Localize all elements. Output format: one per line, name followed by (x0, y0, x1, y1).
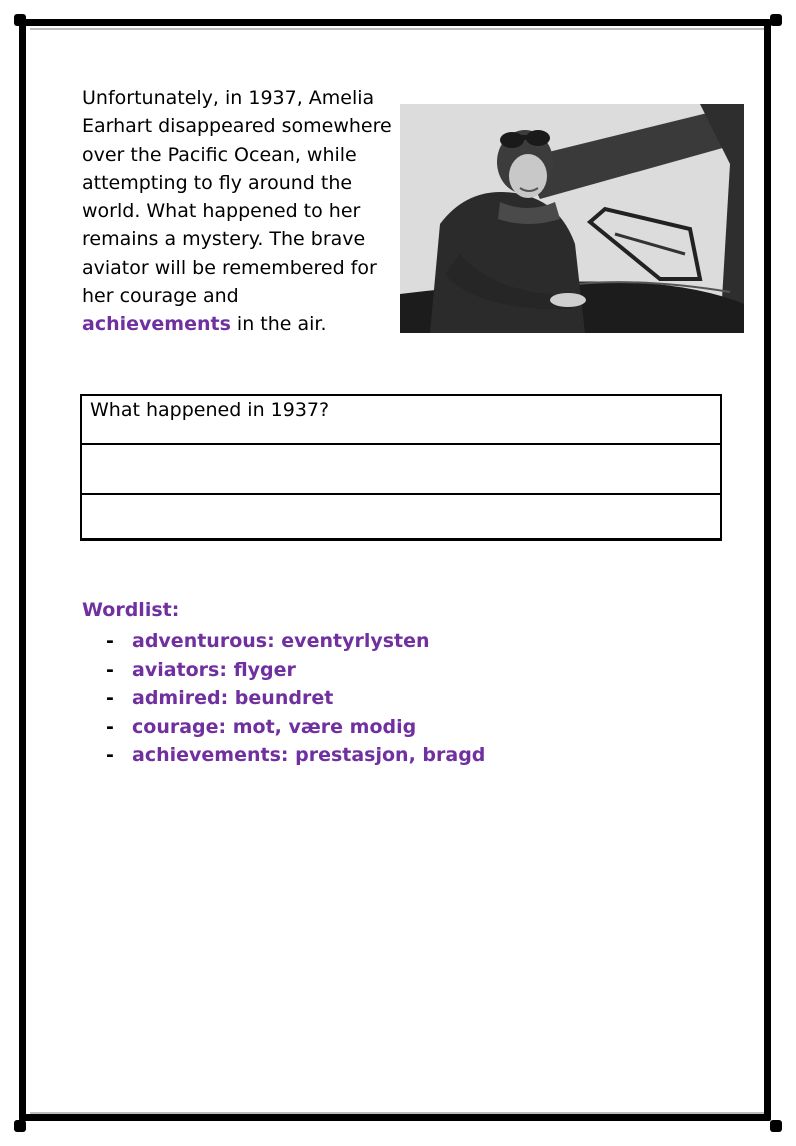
border-corner (14, 14, 26, 26)
wordlist-entry: admired: beundret (132, 687, 334, 710)
intro-text-before: Unfortunately, in 1937, Amelia Earhart disappeared somewhere over the Pacific Ocean, while attempting to fly around the world. What happened to her remains a mystery. The brave aviator will be remembered for her courage and (82, 87, 392, 308)
bullet-dash: - (106, 687, 114, 710)
border-corner (770, 1120, 782, 1132)
answer-line-1[interactable] (81, 444, 721, 494)
wordlist-heading: Wordlist: (82, 599, 180, 621)
list-item (106, 656, 485, 685)
border-corner (770, 14, 782, 26)
intro-text-after: in the air. (230, 313, 327, 336)
intro-highlight-word: achievements (82, 313, 231, 336)
wordlist-entry: aviators: flyger (132, 658, 296, 681)
question-table (80, 394, 722, 541)
list-item (106, 684, 485, 713)
border-corner (14, 1120, 26, 1132)
wordlist (106, 627, 485, 770)
table-row (81, 494, 721, 539)
answer-line-2[interactable] (81, 494, 721, 539)
bullet-dash: - (106, 744, 114, 767)
bullet-dash: - (106, 658, 114, 681)
aviator-photo-illustration (400, 104, 744, 333)
aviator-photo (400, 104, 744, 333)
bullet-dash: - (106, 715, 114, 738)
table-row (81, 395, 721, 444)
wordlist-entry: adventurous: eventyrlysten (132, 630, 430, 652)
table-row (81, 444, 721, 494)
list-item (106, 741, 485, 770)
list-item (106, 713, 485, 742)
wordlist-entry: achievements: prestasjon, bragd (132, 744, 486, 767)
list-item (106, 627, 485, 656)
intro-paragraph (82, 84, 392, 339)
wordlist-entry: courage: mot, være modig (132, 715, 417, 738)
bullet-dash: - (106, 630, 114, 652)
question-1: What happened in 1937? (81, 395, 721, 444)
